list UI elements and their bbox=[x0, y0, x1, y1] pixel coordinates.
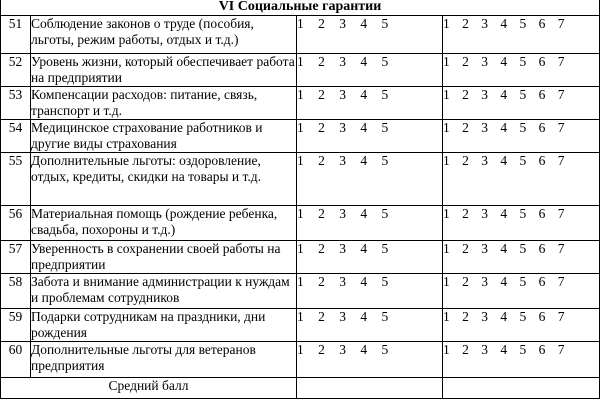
row-statement: Уровень жизни, который обеспечивает работа на предприятии bbox=[31, 54, 295, 85]
table-row bbox=[1, 120, 600, 153]
importance-scale[interactable]: 1 2 3 4 5 bbox=[297, 153, 443, 206]
satisfaction-scale[interactable]: 1 2 3 4 5 6 7 bbox=[443, 16, 600, 54]
importance-scale[interactable]: 1 2 3 4 5 bbox=[297, 16, 443, 54]
importance-scale[interactable]: 1 2 3 4 5 bbox=[297, 87, 443, 120]
satisfaction-scale[interactable]: 1 2 3 4 5 6 7 bbox=[443, 206, 600, 241]
row-number: 58 bbox=[1, 274, 31, 309]
table-row bbox=[1, 309, 600, 342]
table-row bbox=[1, 54, 600, 87]
satisfaction-scale[interactable]: 1 2 3 4 5 6 7 bbox=[443, 342, 600, 378]
satisfaction-scale[interactable]: 1 2 3 4 5 6 7 bbox=[443, 54, 600, 87]
row-statement: Соблюдение законов о труде (пособия, льготы, режим работы, отдых и т.д.) bbox=[31, 16, 297, 54]
row-number: 55 bbox=[1, 153, 31, 206]
row-number: 59 bbox=[1, 309, 31, 342]
satisfaction-scale[interactable]: 1 2 3 4 5 6 7 bbox=[443, 87, 600, 120]
table-row bbox=[1, 206, 600, 241]
importance-scale[interactable]: 1 2 3 4 5 bbox=[297, 241, 443, 274]
row-number: 51 bbox=[1, 16, 31, 54]
importance-scale[interactable]: 1 2 3 4 5 bbox=[297, 309, 443, 342]
average-label: Средний балл bbox=[1, 378, 297, 399]
table-row bbox=[1, 87, 600, 120]
average-row bbox=[1, 378, 600, 399]
importance-scale[interactable]: 1 2 3 4 5 bbox=[297, 54, 443, 87]
importance-scale[interactable]: 1 2 3 4 5 bbox=[297, 206, 443, 241]
satisfaction-scale[interactable]: 1 2 3 4 5 6 7 bbox=[443, 309, 600, 342]
table-row bbox=[1, 342, 600, 378]
row-statement: Уверенность в сохранении своей работы на предприятии bbox=[31, 241, 297, 274]
table-row bbox=[1, 274, 600, 309]
row-number: 54 bbox=[1, 120, 31, 153]
satisfaction-scale[interactable]: 1 2 3 4 5 6 7 bbox=[443, 153, 600, 206]
row-statement: Материальная помощь (рождение ребенка, свадьба, похороны и т.д.) bbox=[31, 206, 297, 241]
row-statement: Компенсации расходов: питание, связь, транспорт и т.д. bbox=[31, 87, 297, 120]
row-statement: Медицинское страхование работников и другие виды страхования bbox=[31, 120, 297, 153]
table-row bbox=[1, 16, 600, 54]
row-number: 60 bbox=[1, 342, 31, 378]
row-statement: Дополнительные льготы для ветеранов предприятия bbox=[31, 342, 297, 378]
row-number: 56 bbox=[1, 206, 31, 241]
satisfaction-scale[interactable]: 1 2 3 4 5 6 7 bbox=[443, 120, 600, 153]
importance-scale[interactable]: 1 2 3 4 5 bbox=[297, 120, 443, 153]
row-statement: Дополнительные льготы: оздоровление, отдых, кредиты, скидки на товары и т.д. bbox=[31, 153, 297, 206]
average-satisfaction-cell[interactable] bbox=[443, 378, 600, 399]
table-row bbox=[1, 241, 600, 274]
row-statement: Забота и внимание администрации к нуждам и проблемам сотрудников bbox=[31, 274, 297, 309]
section-title: VI Социальные гарантии bbox=[1, 0, 600, 16]
average-importance-cell[interactable] bbox=[297, 378, 443, 399]
importance-scale[interactable]: 1 2 3 4 5 bbox=[297, 274, 443, 309]
satisfaction-scale[interactable]: 1 2 3 4 5 6 7 bbox=[443, 274, 600, 309]
row-number: 53 bbox=[1, 87, 31, 120]
table-row bbox=[1, 153, 600, 206]
importance-scale[interactable]: 1 2 3 4 5 bbox=[297, 342, 443, 378]
row-number: 57 bbox=[1, 241, 31, 274]
row-number: 52 bbox=[1, 54, 31, 87]
row-statement: Подарки сотрудникам на праздники, дни рождения bbox=[31, 309, 297, 342]
satisfaction-scale[interactable]: 1 2 3 4 5 6 7 bbox=[443, 241, 600, 274]
section-header-row bbox=[1, 0, 600, 16]
